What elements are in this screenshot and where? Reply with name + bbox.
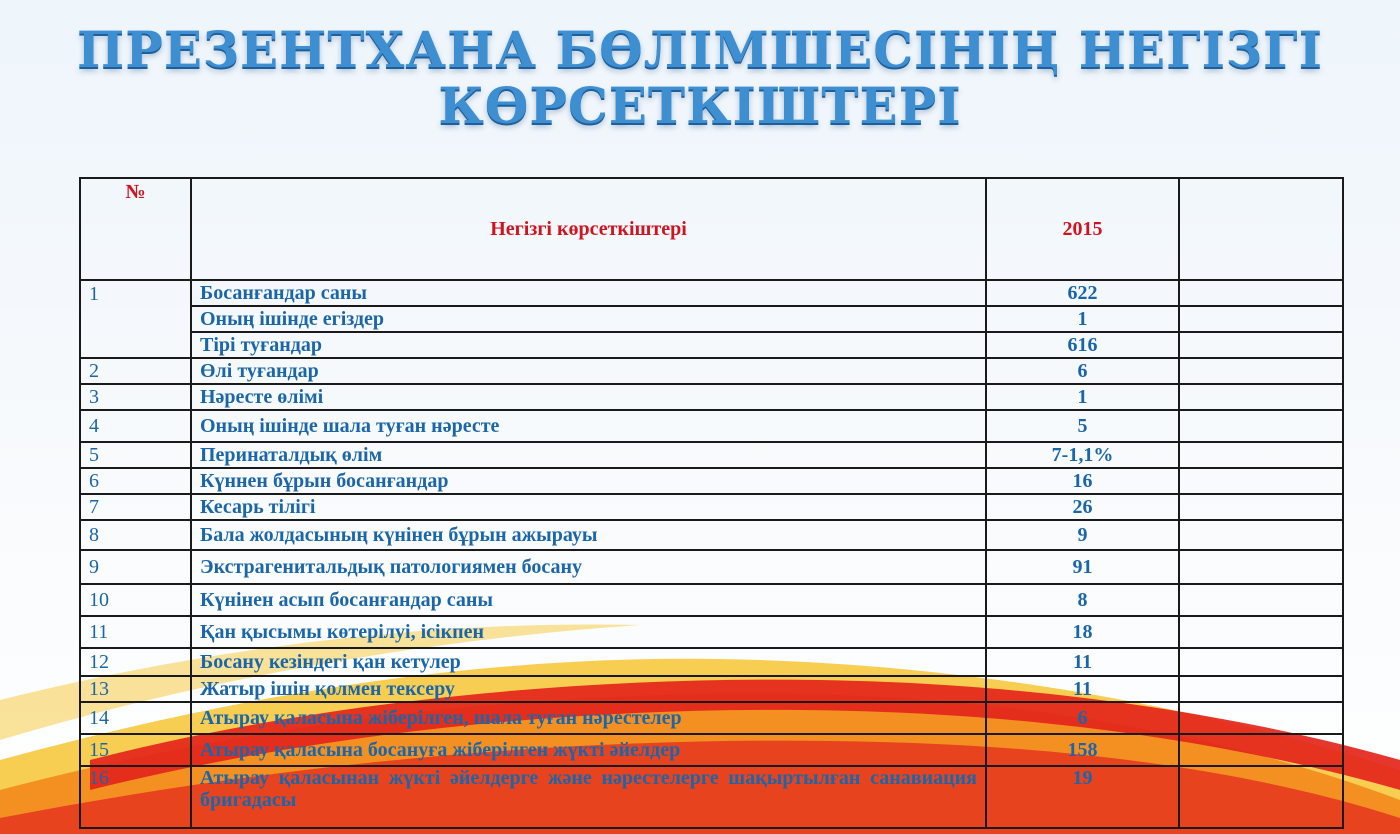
row-extra — [1179, 358, 1343, 384]
row-extra — [1179, 494, 1343, 520]
row-label: Босану кезіндегі қан кетулер — [191, 648, 986, 676]
title-line-2: КӨРСЕТКІШТЕРІ — [438, 76, 962, 135]
row-no: 16 — [80, 766, 191, 828]
row-no: 12 — [80, 648, 191, 676]
row-label: Кесарь тілігі — [191, 494, 986, 520]
row-no: 7 — [80, 494, 191, 520]
table-row — [80, 648, 1343, 676]
row-label: Өлі туғандар — [191, 358, 986, 384]
row-value: 622 — [986, 280, 1179, 306]
table-row — [80, 384, 1343, 410]
row-no: 15 — [80, 734, 191, 766]
header-indicator: Негізгі көрсеткіштері — [191, 178, 986, 280]
row-value: 5 — [986, 410, 1179, 442]
table-row — [80, 442, 1343, 468]
row-extra — [1179, 306, 1343, 332]
row-no: 2 — [80, 358, 191, 384]
row-no: 9 — [80, 550, 191, 584]
table-row — [80, 280, 1343, 306]
table-row — [80, 332, 1343, 358]
row-label: Күнінен асып босанғандар саны — [191, 584, 986, 616]
row-label: Атырау қаласына жіберілген, шала туған нәрестелер — [191, 702, 986, 734]
row-label: Оның ішінде шала туған нәресте — [191, 410, 986, 442]
row-value: 1 — [986, 306, 1179, 332]
row-extra — [1179, 616, 1343, 648]
row-no: 11 — [80, 616, 191, 648]
row-value: 19 — [986, 766, 1179, 828]
row-extra — [1179, 384, 1343, 410]
row-label: Нәресте өлімі — [191, 384, 986, 410]
table-row — [80, 520, 1343, 550]
row-extra — [1179, 550, 1343, 584]
table-row — [80, 616, 1343, 648]
row-extra — [1179, 648, 1343, 676]
row-value: 26 — [986, 494, 1179, 520]
row-no: 5 — [80, 442, 191, 468]
row-label: Атырау қаласына босануға жіберілген жүкті әйелдер — [191, 734, 986, 766]
row-label: Перинаталдық өлім — [191, 442, 986, 468]
row-no: 13 — [80, 676, 191, 702]
table-row — [80, 676, 1343, 702]
row-value: 1 — [986, 384, 1179, 410]
row-value: 158 — [986, 734, 1179, 766]
table-row — [80, 766, 1343, 828]
row-value: 616 — [986, 332, 1179, 358]
indicators-table — [79, 177, 1344, 829]
row-extra — [1179, 520, 1343, 550]
row-extra — [1179, 584, 1343, 616]
row-value: 18 — [986, 616, 1179, 648]
row-extra — [1179, 676, 1343, 702]
row-label: Күннен бұрын босанғандар — [191, 468, 986, 494]
row-value: 6 — [986, 358, 1179, 384]
row-label: Оның ішінде егіздер — [191, 306, 986, 332]
row-extra — [1179, 280, 1343, 306]
row-extra — [1179, 734, 1343, 766]
row-value: 11 — [986, 648, 1179, 676]
table-row — [80, 306, 1343, 332]
title-line-1: ПРЕЗЕНТХАНА БӨЛІМШЕСІНІҢ НЕГІЗГІ — [77, 20, 1323, 79]
table-row — [80, 358, 1343, 384]
table-row — [80, 584, 1343, 616]
row-no: 3 — [80, 384, 191, 410]
row-label: Жатыр ішін қолмен тексеру — [191, 676, 986, 702]
row-extra — [1179, 468, 1343, 494]
row-value: 16 — [986, 468, 1179, 494]
row-no: 10 — [80, 584, 191, 616]
row-no: 8 — [80, 520, 191, 550]
row-value: 8 — [986, 584, 1179, 616]
page-title — [0, 22, 1400, 134]
row-extra — [1179, 410, 1343, 442]
row-no: 6 — [80, 468, 191, 494]
row-value: 11 — [986, 676, 1179, 702]
row-label: Экстрагенитальдық патологиямен босану — [191, 550, 986, 584]
row-no — [80, 332, 191, 358]
table-header-row — [80, 178, 1343, 280]
row-no: 14 — [80, 702, 191, 734]
table-row — [80, 734, 1343, 766]
row-label: Атырау қаласынан жүкті әйелдерге және нәрестелерге шақыртылған санавиация бригадасы — [191, 766, 986, 828]
table-row — [80, 410, 1343, 442]
table-row — [80, 468, 1343, 494]
table-row — [80, 550, 1343, 584]
row-extra — [1179, 702, 1343, 734]
table-row — [80, 494, 1343, 520]
row-value: 91 — [986, 550, 1179, 584]
row-no: 4 — [80, 410, 191, 442]
row-value: 6 — [986, 702, 1179, 734]
header-year: 2015 — [986, 178, 1179, 280]
table-row — [80, 702, 1343, 734]
row-value: 9 — [986, 520, 1179, 550]
row-extra — [1179, 332, 1343, 358]
row-no — [80, 306, 191, 332]
row-label: Тірі туғандар — [191, 332, 986, 358]
row-label: Бала жолдасының күнінен бұрын ажырауы — [191, 520, 986, 550]
header-no: № — [80, 178, 191, 280]
row-label: Босанғандар саны — [191, 280, 986, 306]
row-extra — [1179, 442, 1343, 468]
row-extra — [1179, 766, 1343, 828]
header-extra — [1179, 178, 1343, 280]
row-no: 1 — [80, 280, 191, 306]
row-value: 7-1,1% — [986, 442, 1179, 468]
row-label: Қан қысымы көтерілуі, ісікпен — [191, 616, 986, 648]
